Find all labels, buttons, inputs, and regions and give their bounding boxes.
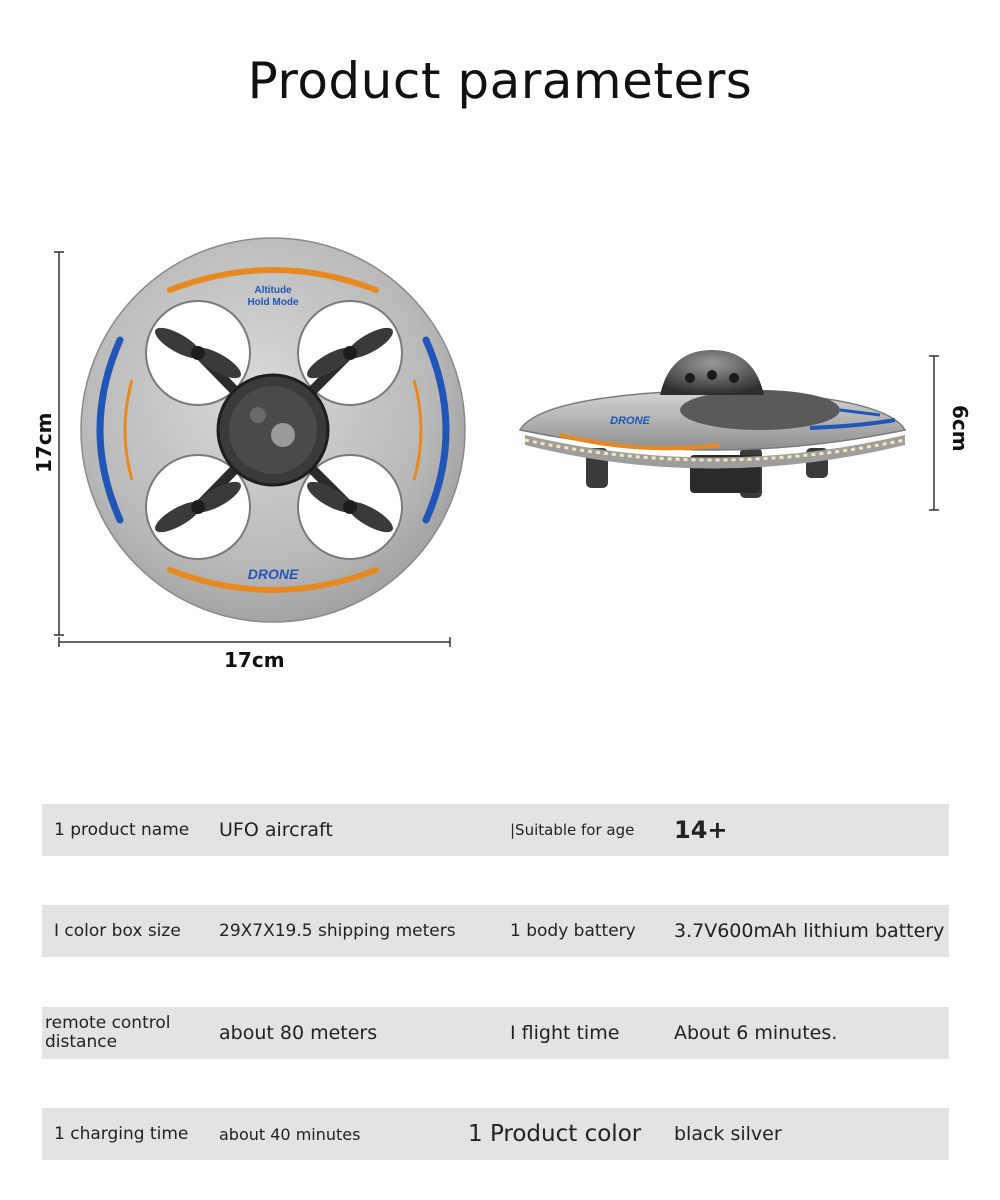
param-value: about 80 meters xyxy=(219,1022,378,1044)
param-label: |Suitable for age xyxy=(510,821,635,839)
param-row xyxy=(42,1108,949,1160)
param-value: 29X7X19.5 shipping meters xyxy=(219,921,456,941)
param-row xyxy=(42,905,949,957)
width-dimension-label: 17cm xyxy=(224,648,285,672)
param-value: 3.7V600mAh lithium battery xyxy=(674,920,945,942)
param-value: 14+ xyxy=(674,816,728,844)
param-value: black silver xyxy=(674,1123,782,1145)
height-dimension-label: 17cm xyxy=(32,412,56,473)
altitude-label: Altitude xyxy=(254,285,292,296)
page-title: Product parameters xyxy=(247,52,753,110)
param-value: UFO aircraft xyxy=(219,819,333,841)
param-label: 1 product name xyxy=(54,820,190,840)
param-row xyxy=(42,804,949,856)
hold-mode-label: Hold Mode xyxy=(247,297,299,308)
param-label: 1 Product color xyxy=(468,1121,642,1147)
param-label: remote control distance xyxy=(45,1013,171,1052)
param-label: I flight time xyxy=(510,1022,620,1044)
param-label: 1 charging time xyxy=(54,1124,189,1144)
param-label: 1 body battery xyxy=(510,921,636,941)
product-illustration xyxy=(0,230,1000,690)
param-row xyxy=(42,1007,949,1059)
drone-logo-side: DRONE xyxy=(610,415,650,427)
param-value: About 6 minutes. xyxy=(674,1022,838,1044)
side-height-dimension-line xyxy=(929,356,939,510)
drone-side-view xyxy=(520,350,905,498)
param-value: about 40 minutes xyxy=(219,1124,361,1144)
width-dimension-line xyxy=(59,637,450,647)
side-height-dimension-label: 6cm xyxy=(948,405,972,452)
param-label: I color box size xyxy=(54,921,181,941)
drone-logo-top: DRONE xyxy=(247,566,299,582)
product-figure xyxy=(0,230,1000,690)
